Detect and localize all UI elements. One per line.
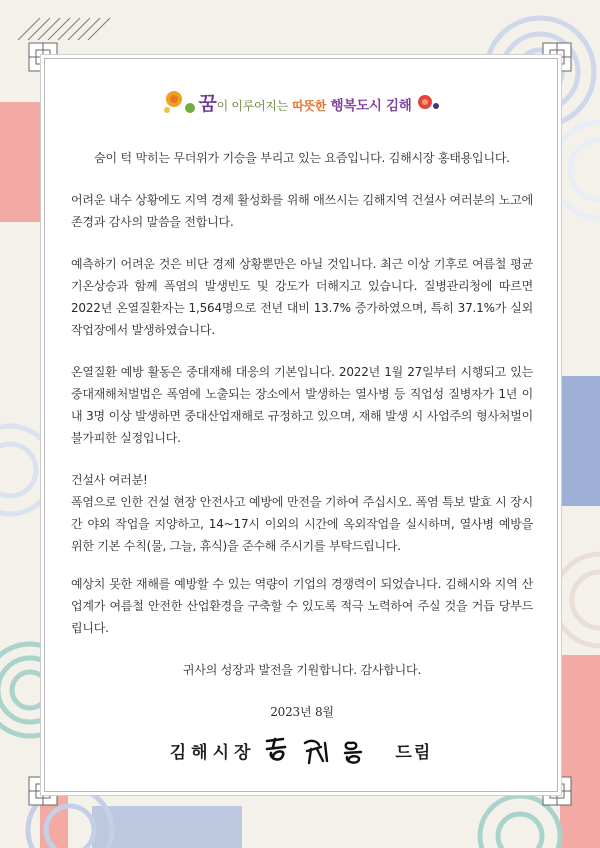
pink-block-right [560,655,600,848]
flower-logo-icon [161,89,199,115]
slogan-dream: 꿈 [198,92,217,115]
letter-closing [45,733,557,767]
slogan-city: 행복도시 김해 [330,97,412,114]
letter-body [71,147,533,743]
slogan-middle: 이 이루어지는 [216,98,288,113]
pink-block-left [0,102,40,222]
blue-stripe-bottom [92,806,242,848]
letter-paper [44,58,558,792]
letter-date: 2023년 8월 [270,705,334,719]
slogan-header [45,89,557,115]
flower-dot-icon [415,89,441,115]
hatch-lines-top-left [18,18,110,40]
request-text: 폭염으로 인한 건설 현장 안전사고 예방에 만전을 기하여 주십시오. 폭염 특보 발효 시 장시간 야외 작업을 지양하고, 14~17시 이외의 시간에 옥외작업을 실시하며, 열사병 예방을 위한 기본 수칙(물, 그늘, 휴식)을 준수해 주시기를 부탁드립니다. [71,495,533,553]
paragraph-appeal: 예상치 못한 재해를 예방할 수 있는 역량이 기업의 경쟁력이 되었습니다. 김해시와 지역 산업계가 여름철 안전한 산업환경을 구축할 수 있도록 적극 노력하여 주실 것을 거듭 당부드립니다. [71,577,533,635]
request-greeting: 건설사 여러분! [71,473,148,487]
blue-block-right [556,376,600,506]
signature-image [261,733,389,767]
circle-pattern-right-mid [554,554,600,646]
slogan-warm: 따뜻한 [292,98,327,113]
city-slogan [199,89,412,116]
paragraph-heatwave: 예측하기 어려운 것은 비단 경제 상황뿐만은 아닐 것입니다. 최근 이상 기후로 여름철 평균 기온상승과 함께 폭염의 발생빈도 및 강도가 더해지고 있습니다. 질병관리청에 따르면 2022년 온열질환자는 1,564명으로 전년 대비 13.7% 증가하였으며, 특히 37.1%가 실외 작업장에서 발생하였습니다. [71,257,533,337]
paragraph-wish: 귀사의 성장과 발전을 기원합니다. 감사합니다. [182,663,422,677]
circle-pattern-top-right-2 [552,122,600,218]
paragraph-greeting: 숨이 턱 막히는 무더위가 기승을 부리고 있는 요즘입니다. 김해시장 홍태용입니다. [94,151,510,165]
paragraph-thanks: 어려운 내수 상황에도 지역 경제 활성화를 위해 애쓰시는 김해지역 건설사 여러분의 노고에 존경과 감사의 말씀을 전합니다. [71,193,533,229]
closing-end: 드림 [395,742,433,763]
paragraph-request [71,469,533,557]
closing-title: 김해시장 [169,742,256,763]
paragraph-law: 온열질환 예방 활동은 중대재해 대응의 기본입니다. 2022년 1월 27일부터 시행되고 있는 중대재해처벌법은 폭염에 노출되는 장소에서 발생하는 열사병 등 직업성 질병자가 1년 이내 3명 이상 발생하면 중대산업재해로 규정하고 있으며, 재해 발생 시 사업주의 형사처벌이 불가피한 실정입니다. [71,365,533,445]
